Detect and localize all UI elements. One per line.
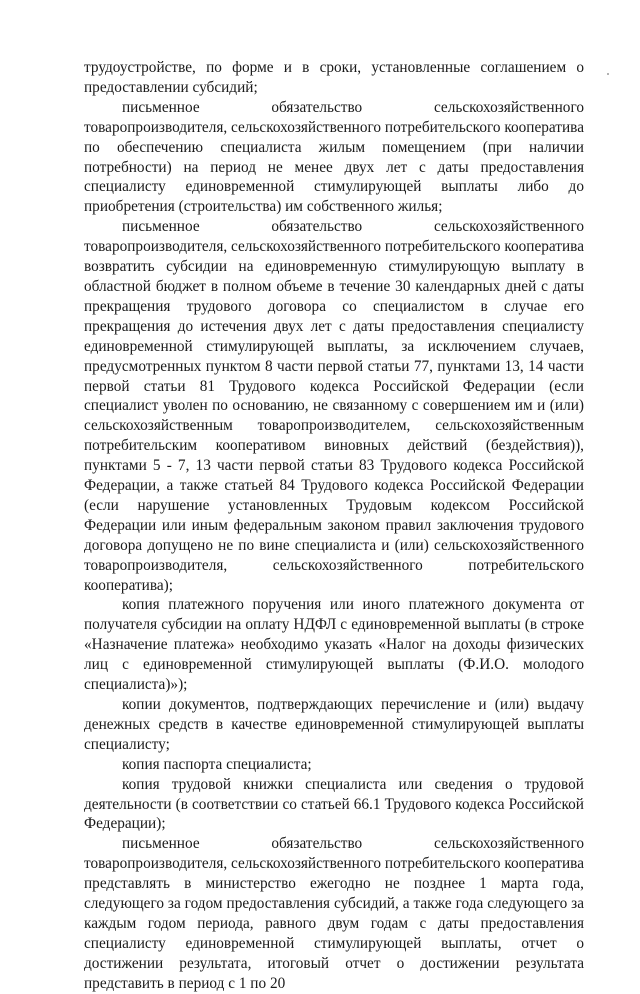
paragraph-housing-obligation: письменное обязательство сельскохозяйственного товаропроизводителя, сельскохозяйственного потребительского кооператива по обеспечению специалиста жилым помещением (при наличии потребности) на период не менее двух лет с даты предоставления специалисту единовременной стимулирующей выплаты либо до приобретения (строительства) им собственного жилья;: [84, 98, 584, 216]
paragraph-subsidy-return-obligation: письменное обязательство сельскохозяйственного товаропроизводителя, сельскохозяйственного потребительского кооператива возвратить субсидии на единовременную стимулирующую выплату в областной бюджет в полном объеме в течение 30 календарных дней с даты прекращения трудового договора со специалистом в случае его прекращения до истечения двух лет с даты предоставления специалисту единовременной стимулирующей выплаты, за исключением случаев, предусмотренных пунктом 8 части первой статьи 77, пунктами 13, 14 части первой статьи 81 Трудового кодекса Российской Федерации (если специалист уволен по основанию, не связанному с совершением им и (или) сельскохозяйственным товаропроизводителем, сельскохозяйственным потребительским кооперативом виновных действий (бездействия)), пунктами 5 - 7, 13 части первой статьи 83 Трудового кодекса Российской Федерации, а также статьей 84 Трудового кодекса Российской Федерации (если нарушение установленных Трудовым кодексом Российской Федерации или иным федеральным законом правил заключения трудового договора допущено не по вине специалиста и (или) сельскохозяйственного товаропроизводителя, сельскохозяйственного потребительского кооператива);: [84, 218, 584, 594]
paragraph-payment-order-copy: копия платежного поручения или иного платежного документа от получателя субсидии на оплату НДФЛ с единовременной выплаты (в строке «Назначение платежа» необходимо указать «Налог на доходы физических лиц с единовременной стимулирующей выплаты (Ф.И.О. молодого специалиста)»);: [84, 596, 584, 694]
scan-speck: [607, 73, 609, 75]
paragraph-transfer-documents: копии документов, подтверждающих перечисление и (или) выдачу денежных средств в качестве единовременной стимулирующей выплаты специалисту;: [84, 696, 584, 753]
paragraph-passport-copy: копия паспорта специалиста;: [122, 755, 312, 773]
paragraph-reporting-obligation: письменное обязательство сельскохозяйственного товаропроизводителя, сельскохозяйственного потребительского кооператива представлять в министерство ежегодно не позднее 1 марта года, следующего за годом предоставления субсидий, а также года следующего за каждым годом периода, равного двум годам с даты предоставления специалисту единовременной стимулирующей выплаты, отчет о достижении результата, итоговый отчет о достижении результата представить в период с 1 по 20: [84, 835, 584, 992]
paragraph-work-record-copy: копия трудовой книжки специалиста или сведения о трудовой деятельности (в соответствии со статьей 66.1 Трудового кодекса Российской Федерации);: [84, 775, 584, 833]
paragraph-employment-continuation: трудоустройстве, по форме и в сроки, установленные соглашением о предоставлении субсидий;: [84, 59, 584, 96]
document-body: [84, 58, 584, 994]
